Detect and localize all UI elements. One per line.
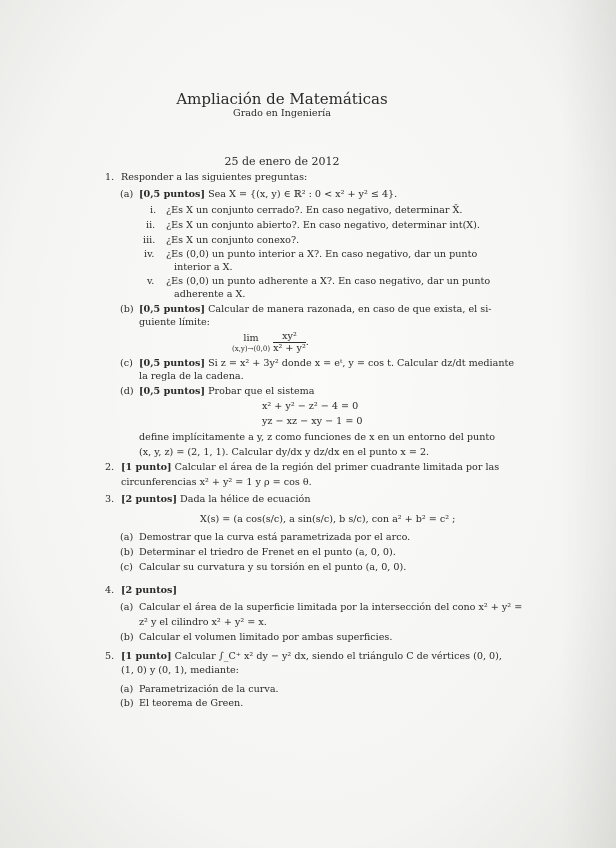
exam-title: Ampliación de Matemáticas — [176, 90, 388, 108]
q1b-label: (b) — [120, 304, 134, 315]
q1a-v-text: ¿Es (0,0) un punto adherente a X?. En caso negativo, dar un punto — [166, 276, 491, 287]
q1a-v-text2: adherente a X. — [174, 289, 246, 300]
q5-number: 5. — [105, 651, 115, 662]
q3-equation: X(s) = (a cos(s/c), a sin(s/c), b s/c), con a² + b² = c² ; — [200, 514, 456, 525]
q3a-text: Demostrar que la curva está parametrizada por el arco. — [139, 532, 411, 543]
q1a-i-num: i. — [150, 205, 157, 216]
q1a-iv-text: ¿Es (0,0) un punto interior a X?. En caso negativo, dar un punto — [166, 249, 478, 260]
q1b-points: [0,5 puntos] — [139, 304, 205, 315]
lim-word: lim — [243, 332, 259, 344]
q2-points: [1 punto] — [121, 462, 172, 473]
q5-text — [121, 651, 502, 663]
q1a-ii-num: ii. — [146, 220, 156, 231]
q1d-eq2: yz − xz − xy − 1 = 0 — [262, 416, 363, 427]
q1a-iii-text: ¿Es X un conjunto conexo?. — [166, 235, 300, 246]
q3b-text: Determinar el triedro de Frenet en el punto (a, 0, 0). — [139, 547, 396, 558]
q5a-label: (a) — [120, 684, 134, 695]
q1b-text — [139, 304, 492, 316]
q3-number: 3. — [105, 494, 115, 505]
limit-fraction — [273, 331, 306, 354]
q1a-iv-num: iv. — [144, 249, 155, 260]
q1a-ii-text: ¿Es X un conjunto abierto?. En caso negativo, determinar int(X). — [166, 220, 480, 231]
q3c-text: Calcular su curvatura y su torsión en el punto (a, 0, 0). — [139, 562, 407, 573]
numerator: xy² — [282, 331, 297, 342]
q2-text — [121, 462, 499, 474]
q4a-text: Calcular el área de la superficie limitada por la intersección del cono x² + y² = — [139, 602, 523, 613]
q3-text — [121, 494, 311, 506]
q4b-text: Calcular el volumen limitado por ambas superficies. — [139, 632, 393, 643]
q5-points: [1 punto] — [121, 651, 172, 662]
limit-end: . — [305, 337, 309, 348]
q1d-label: (d) — [120, 386, 134, 397]
q5-statement: Calcular ∫_C⁺ x² dy − y² dx, siendo el triángulo C de vértices (0, 0), — [174, 651, 502, 662]
q5a-text: Parametrización de la curva. — [139, 684, 279, 695]
q1a-v-num: v. — [147, 276, 155, 287]
q1c-text2: la regla de la cadena. — [139, 371, 244, 382]
q5b-label: (b) — [120, 698, 134, 709]
q1a-i-text: ¿Es X un conjunto cerrado?. En caso negativo, determinar X̄. — [166, 205, 463, 216]
q1a-points: [0,5 puntos] — [139, 189, 205, 200]
q1d-text2: define implícitamente a y, z como funciones de x en un entorno del punto — [139, 432, 496, 443]
q1c-statement: Si z = x² + 3y² donde x = eᵗ, y = cos t. Calcular dz/dt mediante — [208, 358, 515, 369]
q1d-statement: Probar que el sistema — [208, 386, 315, 397]
q1d-eq1: x² + y² − z² − 4 = 0 — [262, 401, 359, 412]
q3-statement: Dada la hélice de ecuación — [180, 494, 311, 505]
q1a-label: (a) — [120, 189, 134, 200]
q4-number: 4. — [105, 585, 115, 596]
q2-statement: Calcular el área de la región del primer cuadrante limitada por las — [174, 462, 500, 473]
q1a-statement: Sea X = {(x, y) ∈ ℝ² : 0 < x² + y² ≤ 4}. — [208, 189, 398, 200]
q1c-label: (c) — [120, 358, 133, 369]
q2-number: 2. — [105, 462, 115, 473]
q1-number: 1. — [105, 172, 115, 183]
q2-text2: circunferencias x² + y² = 1 y ρ = cos θ. — [121, 477, 312, 488]
q4b-label: (b) — [120, 632, 134, 643]
q1b-limit — [232, 331, 309, 354]
exam-subtitle: Grado en Ingeniería — [233, 108, 331, 119]
q4a-label: (a) — [120, 602, 134, 613]
q4-points: [2 puntos] — [121, 585, 177, 596]
q1b-text2: guiente límite: — [139, 317, 210, 328]
lim-sub: (x,y)→(0,0) — [232, 344, 271, 353]
q1a-iii-num: iii. — [143, 235, 156, 246]
q3a-label: (a) — [120, 532, 134, 543]
q1c-text — [139, 358, 514, 370]
q1a-text — [139, 189, 397, 201]
q3c-label: (c) — [120, 562, 133, 573]
scan-shadow — [560, 0, 616, 848]
q1b-statement: Calcular de manera razonada, en caso de que exista, el si- — [208, 304, 492, 315]
q1d-text3: (x, y, z) = (2, 1, 1). Calcular dy/dx y dz/dx en el punto x = 2. — [139, 447, 430, 458]
q3b-label: (b) — [120, 547, 134, 558]
q1d-text — [139, 386, 314, 398]
q1-text: Responder a las siguientes preguntas: — [121, 172, 308, 183]
q5-text2: (1, 0) y (0, 1), mediante: — [121, 665, 239, 676]
q1c-points: [0,5 puntos] — [139, 358, 205, 369]
exam-date: 25 de enero de 2012 — [224, 155, 340, 168]
denominator: x² + y² — [273, 343, 306, 354]
q3-points: [2 puntos] — [121, 494, 177, 505]
q5b-text: El teorema de Green. — [139, 698, 244, 709]
q4a-text2: z² y el cilindro x² + y² = x. — [139, 617, 267, 628]
q1a-iv-text2: interior a X. — [174, 262, 233, 273]
q1d-points: [0,5 puntos] — [139, 386, 205, 397]
